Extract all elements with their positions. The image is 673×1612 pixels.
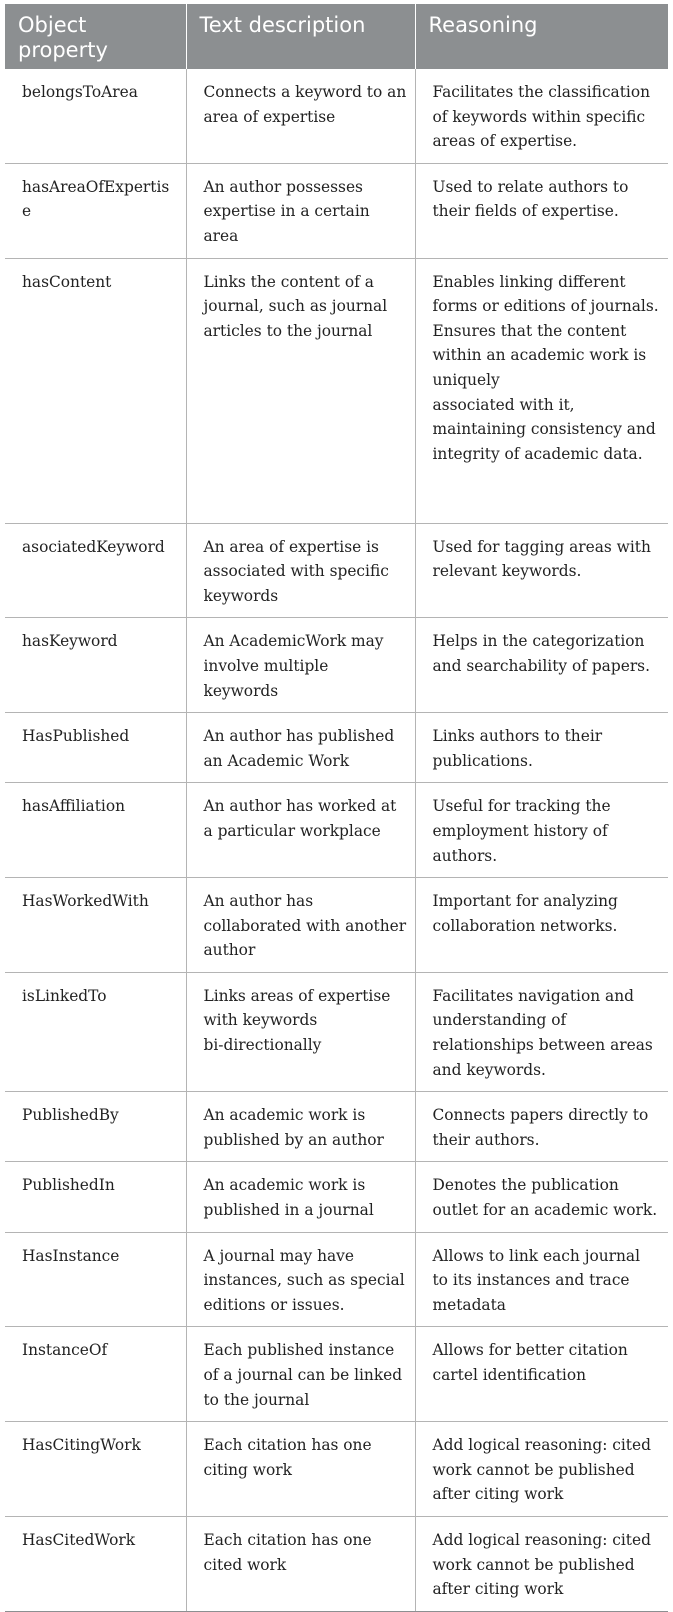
table-row (5, 1232, 668, 1327)
property-cell: hasKeyword (5, 618, 186, 713)
property-cell: belongsToArea (5, 69, 186, 163)
description-cell: An academic work is published by an author (186, 1092, 415, 1162)
table-row (5, 618, 668, 713)
property-cell: HasCitedWork (5, 1516, 186, 1611)
description-cell: Each citation has one citing work (186, 1422, 415, 1517)
header-object-property: Object property (5, 4, 186, 69)
description-cell: Each citation has one cited work (186, 1516, 415, 1611)
table-row (5, 69, 668, 163)
description-line: Links areas of expertise with keywords (203, 986, 391, 1030)
table-row (5, 972, 668, 1091)
description-cell: An AcademicWork may involve multiple keywords (186, 618, 415, 713)
reasoning-line: associated with it, maintaining consistency and integrity of academic data. (432, 395, 656, 463)
description-cell (186, 972, 415, 1091)
description-cell: A journal may have instances, such as special editions or issues. (186, 1232, 415, 1327)
property-cell: isLinkedTo (5, 972, 186, 1091)
table-row (5, 258, 668, 523)
reasoning-cell: Denotes the publication outlet for an academic work. (415, 1162, 668, 1232)
object-properties-table (5, 4, 668, 1612)
description-cell: An academic work is published in a journal (186, 1162, 415, 1232)
property-cell: HasCitingWork (5, 1422, 186, 1517)
reasoning-cell: Important for analyzing collaboration networks. (415, 878, 668, 973)
property-cell: hasAreaOfExpertise (5, 163, 186, 258)
property-cell: HasWorkedWith (5, 878, 186, 973)
property-cell: InstanceOf (5, 1327, 186, 1422)
property-cell: hasAffiliation (5, 783, 186, 878)
reasoning-cell: Useful for tracking the employment history of authors. (415, 783, 668, 878)
reasoning-cell: Links authors to their publications. (415, 713, 668, 783)
header-reasoning: Reasoning (415, 4, 668, 69)
reasoning-cell (415, 258, 668, 523)
description-cell: An author has published an Academic Work (186, 713, 415, 783)
table-row (5, 523, 668, 618)
description-cell: Links the content of a journal, such as journal articles to the journal (186, 258, 415, 523)
table-row (5, 783, 668, 878)
description-cell: Connects a keyword to an area of expertise (186, 69, 415, 163)
header-text-description: Text description (186, 4, 415, 69)
reasoning-cell: Connects papers directly to their authors. (415, 1092, 668, 1162)
reasoning-cell: Allows for better citation cartel identification (415, 1327, 668, 1422)
reasoning-cell: Facilitates navigation and understanding of relationships between areas and keywords. (415, 972, 668, 1091)
description-cell: An area of expertise is associated with specific keywords (186, 523, 415, 618)
description-cell: An author has worked at a particular workplace (186, 783, 415, 878)
reasoning-cell: Facilitates the classification of keywords within specific areas of expertise. (415, 69, 668, 163)
reasoning-cell: Add logical reasoning: cited work cannot be published after citing work (415, 1516, 668, 1611)
table-row (5, 878, 668, 973)
property-cell: HasInstance (5, 1232, 186, 1327)
reasoning-cell: Add logical reasoning: cited work cannot be published after citing work (415, 1422, 668, 1517)
description-cell: An author possesses expertise in a certain area (186, 163, 415, 258)
property-cell: PublishedIn (5, 1162, 186, 1232)
description-cell: An author has collaborated with another author (186, 878, 415, 973)
reasoning-cell: Used for tagging areas with relevant keywords. (415, 523, 668, 618)
property-cell: asociatedKeyword (5, 523, 186, 618)
property-cell: hasContent (5, 258, 186, 523)
header-row (5, 4, 668, 69)
table-row (5, 1327, 668, 1422)
table-row (5, 713, 668, 783)
property-cell: PublishedBy (5, 1092, 186, 1162)
reasoning-cell: Used to relate authors to their fields of expertise. (415, 163, 668, 258)
table-row (5, 1422, 668, 1517)
table-header (5, 4, 668, 69)
reasoning-line: Enables linking different forms or editions of journals. (432, 272, 659, 316)
description-cell: Each published instance of a journal can be linked to the journal (186, 1327, 415, 1422)
table-row (5, 1092, 668, 1162)
reasoning-cell: Allows to link each journal to its instances and trace metadata (415, 1232, 668, 1327)
table-body (5, 69, 668, 1611)
reasoning-line: Ensures that the content within an academic work is uniquely (432, 321, 647, 389)
reasoning-cell: Helps in the categorization and searchability of papers. (415, 618, 668, 713)
table-row (5, 163, 668, 258)
description-line: bi-directionally (203, 1036, 322, 1055)
table-row (5, 1516, 668, 1611)
property-cell: HasPublished (5, 713, 186, 783)
table-row (5, 1162, 668, 1232)
